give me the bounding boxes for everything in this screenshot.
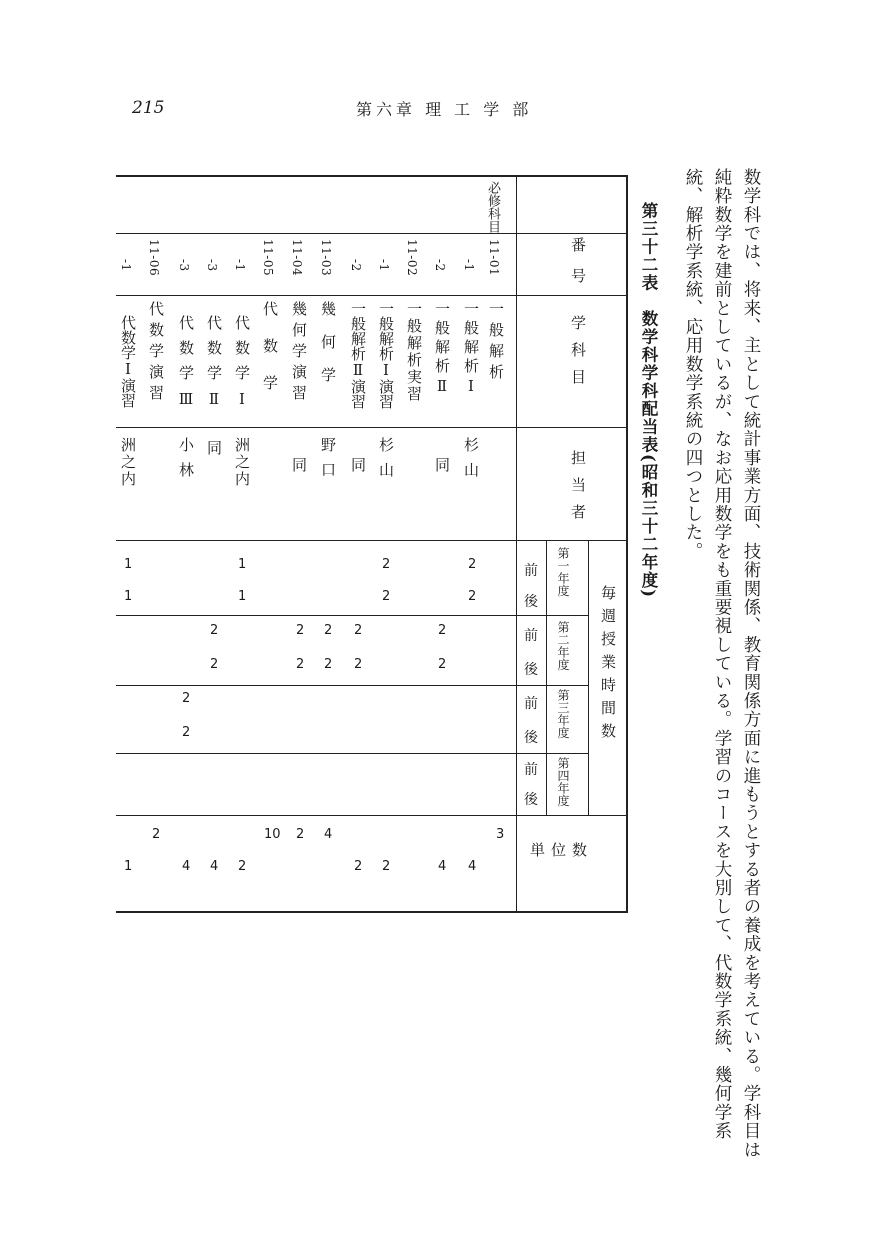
row-5-credit: 2 [382,859,391,874]
row-13-number: 11-06 [147,239,161,277]
page-number: 215 [132,98,165,118]
row-12-y3b: 2 [182,725,191,740]
row-13-credit: 2 [152,827,161,842]
year4-header: 第四年度 [556,757,570,807]
subject-table [116,175,628,913]
row-2-number: -1 [462,259,476,272]
row-8-teacher: 同 [290,457,308,474]
row-10-number: -1 [233,259,247,272]
row-5-number: -1 [377,259,391,272]
row-13-subject: 代数学演習 [147,301,165,406]
row-4-number: 11-02 [405,239,419,277]
row-5-subject: 一般解析Ⅰ演習 [377,301,395,409]
teacher-header: 担当者 [569,450,587,531]
row-3-subject: 一般解析Ⅱ [433,301,451,399]
row-2-subject: 一般解析Ⅰ [462,301,480,399]
y4-second-half: 後 [524,792,538,808]
row-7-y2b: 2 [324,657,333,672]
row-3-credit: 4 [438,859,447,874]
row-10-y1a: 1 [238,557,247,572]
y1-first-half: 前 [524,563,538,579]
row-14-number: -1 [119,259,133,272]
row-10-teacher: 洲之内 [233,437,251,488]
row-2-y1b: 2 [468,589,477,604]
row-11-y2b: 2 [210,657,219,672]
number-header: 番号 [569,237,587,299]
y1-second-half: 後 [524,594,538,610]
year3-header: 第三年度 [556,689,570,739]
row-14-credit: 1 [124,859,133,874]
row-14-y1a: 1 [124,557,133,572]
row-11-subject: 代数学Ⅱ [205,315,223,418]
y2-second-half: 後 [524,662,538,678]
row-1-subject: 一般解析 [487,301,505,385]
row-14-y1b: 1 [124,589,133,604]
row-6-credit: 2 [354,859,363,874]
row-3-y2a: 2 [438,623,447,638]
row-8-y2b: 2 [296,657,305,672]
row-3-teacher: 同 [433,457,451,474]
row-14-teacher: 洲之内 [119,437,137,488]
row-12-subject: 代数学Ⅲ [177,315,195,418]
row-11-credit: 4 [210,859,219,874]
y3-first-half: 前 [524,696,538,712]
row-6-y2b: 2 [354,657,363,672]
year2-header: 第二年度 [556,621,570,671]
row-11-number: -3 [205,259,219,272]
row-3-y2b: 2 [438,657,447,672]
y4-first-half: 前 [524,762,538,778]
row-2-credit: 4 [468,859,477,874]
y3-second-half: 後 [524,730,538,746]
body-paragraph: 数学科では、将来、主として統計事業方面、技術関係、教育関係方面に進もうとする者の養成を考えている。学科目は純粋数学を建前としているが、なお応用数学をも重要視している。学習のコースを大別して、代数学系統、幾何学系統、解析学系統、応用数学系統の四つとした。 [683,168,761,1160]
row-1-credit: 3 [496,827,505,842]
row-5-y1a: 2 [382,557,391,572]
row-8-number: 11-04 [290,239,304,277]
row-6-teacher: 同 [349,457,367,474]
row-7-credit: 4 [324,827,333,842]
row-10-y1b: 1 [238,589,247,604]
row-7-y2a: 2 [324,623,333,638]
required-subjects-header: 必修科目 [485,181,500,233]
row-5-y1b: 2 [382,589,391,604]
row-10-credit: 2 [238,859,247,874]
y2-first-half: 前 [524,628,538,644]
row-14-subject: 代数学Ⅰ演習 [119,315,137,408]
row-6-number: -2 [349,259,363,272]
row-11-teacher: 同 [205,440,223,457]
row-8-credit: 2 [296,827,305,842]
row-7-teacher: 野口 [319,437,337,487]
row-11-y2a: 2 [210,623,219,638]
row-6-subject: 一般解析Ⅱ演習 [349,301,367,409]
row-12-number: -3 [177,259,191,272]
year1-header: 第一年度 [556,547,570,597]
row-7-number: 11-03 [319,239,333,277]
row-9-credit: 10 [264,827,281,842]
row-7-subject: 幾何学 [319,301,337,400]
row-10-subject: 代数学Ⅰ [233,315,251,418]
row-8-y2a: 2 [296,623,305,638]
table-title: 第三十二表 数学科学科配当表(昭和三十二年度) [639,202,658,599]
row-3-number: -2 [433,259,447,272]
row-1-number: 11-01 [487,239,501,277]
row-4-subject: 一般解析実習 [405,301,423,403]
row-2-y1a: 2 [468,557,477,572]
weekly-hours-header: 毎週授業時間数 [599,585,617,746]
row-9-subject: 代数学 [261,301,279,412]
row-5-teacher: 杉山 [377,437,395,487]
row-6-y2a: 2 [354,623,363,638]
credits-header: 単位数 [530,841,594,859]
row-9-number: 11-05 [261,239,275,277]
running-title: 第六章 理 工 学 部 [356,100,533,119]
row-12-teacher: 小林 [177,437,195,487]
row-12-y3a: 2 [182,691,191,706]
subject-header: 学科目 [569,315,587,396]
row-2-teacher: 杉山 [462,437,480,487]
row-12-credit: 4 [182,859,191,874]
row-8-subject: 幾何学演習 [290,301,308,406]
